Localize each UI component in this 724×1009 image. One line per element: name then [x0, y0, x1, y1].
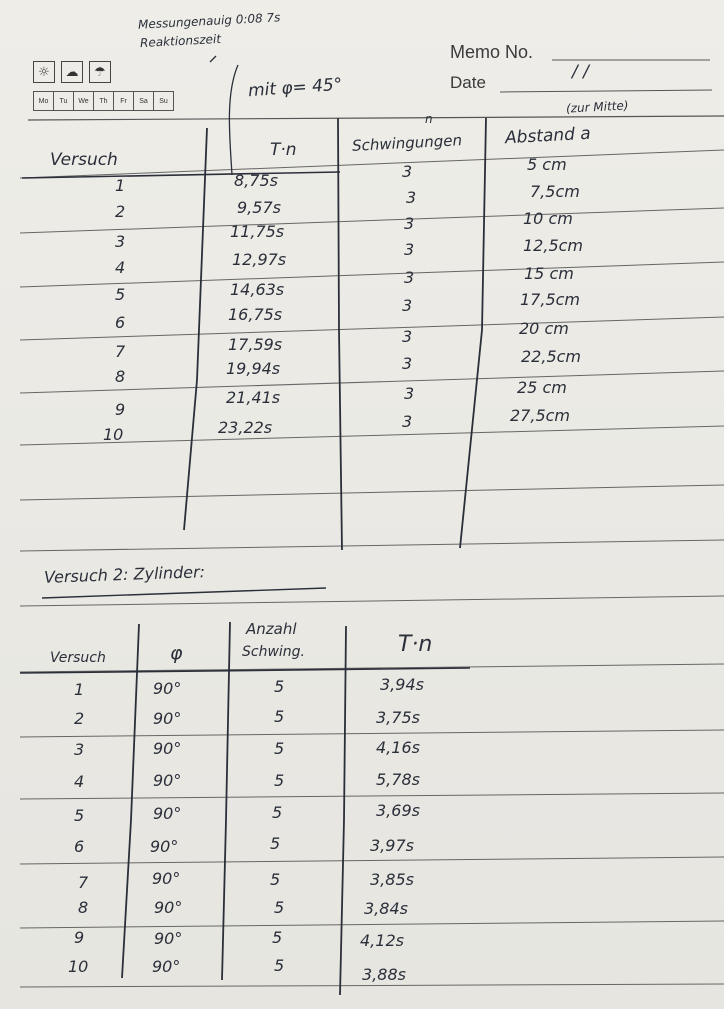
memo-label: Memo No. — [450, 42, 534, 62]
table-row-time: 8,75s — [234, 171, 278, 190]
date-label: Date — [450, 73, 486, 92]
weekday: Fr — [114, 92, 134, 110]
table-row-time: 4,12s — [360, 931, 404, 950]
table-row-distance: 22,5cm — [521, 347, 582, 366]
table1-header-distance: Abstand a — [504, 123, 592, 149]
weekday: Mo — [34, 92, 54, 110]
table-row-time: 3,88s — [362, 965, 406, 984]
table-row-angle: 90° — [153, 771, 182, 790]
section2-title: Versuch 2: Zylinder: — [43, 562, 206, 587]
table-row-count: 3 — [404, 268, 415, 287]
table-row-distance: 7,5cm — [530, 182, 580, 201]
table1-header-trial: Versuch — [50, 150, 118, 170]
table-row-count: 5 — [274, 898, 285, 917]
table-row-time: 11,75s — [230, 222, 285, 241]
table-row-trial: 8 — [115, 367, 126, 386]
table2-header-trial: Versuch — [50, 650, 106, 666]
weather-icons — [33, 61, 111, 83]
weekday: Su — [159, 97, 168, 105]
table-row-count: 5 — [270, 870, 281, 889]
table-row-trial: 3 — [115, 232, 126, 251]
weekday: Sa — [134, 92, 154, 110]
table1-header-n: n — [425, 112, 433, 126]
table2-header-count: Schwing. — [242, 644, 306, 660]
table-row-distance: 17,5cm — [520, 290, 581, 309]
table-row-count: 3 — [404, 240, 415, 259]
table-row-time: 5,78s — [376, 770, 420, 789]
table-row-count: 3 — [404, 214, 415, 233]
table-row-trial: 10 — [103, 425, 124, 444]
table-row-trial: 9 — [74, 928, 85, 947]
table-row-time: 16,75s — [228, 305, 283, 324]
table-row-time: 3,75s — [376, 708, 420, 727]
table-row-time: 21,41s — [226, 388, 281, 407]
table-row-angle: 90° — [152, 869, 181, 888]
table-row-angle: 90° — [153, 679, 182, 698]
table-row-trial: 7 — [78, 873, 89, 892]
table-row-trial: 2 — [74, 709, 85, 728]
table-row-angle: 90° — [154, 898, 183, 917]
table-row-count: 3 — [406, 188, 417, 207]
table-row-distance: 12,5cm — [523, 236, 584, 255]
note-line-1: Messungenauig 0:08 7s — [137, 10, 281, 32]
table-row-trial: 4 — [115, 258, 126, 277]
table-row-trial: 2 — [115, 202, 126, 221]
table-row-count: 5 — [274, 707, 285, 726]
table-row-count: 5 — [274, 739, 285, 758]
date-slashes: / / — [572, 62, 589, 82]
table-row-count: 5 — [270, 834, 281, 853]
table-row-count: 5 — [272, 928, 283, 947]
table-row-time: 3,69s — [376, 801, 420, 820]
table-row-time: 4,16s — [376, 738, 420, 757]
table2-header-angle: φ — [170, 642, 183, 664]
table-row-trial: 7 — [115, 342, 126, 361]
table-row-trial: 4 — [74, 772, 85, 791]
table-row-count: 3 — [402, 327, 413, 346]
table-row-distance: 27,5cm — [510, 406, 571, 425]
table-row-count: 3 — [402, 412, 413, 431]
table-row-angle: 90° — [154, 929, 183, 948]
table-row-count: 3 — [402, 354, 413, 373]
table-row-time: 3,84s — [364, 899, 408, 918]
table-row-trial: 10 — [68, 957, 89, 976]
table-row-count: 3 — [402, 296, 413, 315]
table-row-angle: 90° — [153, 739, 182, 758]
table1-header-count: Schwingungen — [351, 131, 463, 155]
rain-icon: ☂ — [89, 61, 111, 83]
table-row-trial: 3 — [74, 740, 85, 759]
table-row-trial: 5 — [74, 806, 85, 825]
table-row-angle: 90° — [150, 837, 179, 856]
condition-note: mit φ= 45° — [247, 74, 343, 102]
table-row-time: 3,85s — [370, 870, 414, 889]
table-row-count: 3 — [404, 384, 415, 403]
table1-header-distance-note: (zur Mitte) — [565, 98, 629, 116]
table-row-count: 5 — [274, 771, 285, 790]
table-row-count: 5 — [274, 956, 285, 975]
table-row-count: 5 — [274, 677, 285, 696]
table-row-time: 19,94s — [226, 359, 281, 378]
table-row-angle: 90° — [153, 804, 182, 823]
table-row-angle: 90° — [152, 957, 181, 976]
table-row-trial: 5 — [115, 285, 126, 304]
table-row-trial: 8 — [78, 898, 89, 917]
weekday: We — [74, 92, 94, 110]
table-row-distance: 10 cm — [523, 209, 573, 228]
table-row-trial: 1 — [115, 176, 126, 195]
table1-header-time: T·n — [270, 140, 297, 160]
table-row-distance: 5 cm — [527, 155, 567, 174]
weekday: Tu — [54, 92, 74, 110]
table-row-trial: 6 — [115, 313, 126, 332]
table-row-time: 14,63s — [230, 280, 285, 299]
table-row-trial: 6 — [74, 837, 85, 856]
table-row-time: 3,97s — [370, 836, 414, 855]
table-row-time: 3,94s — [380, 675, 424, 694]
weekday-strip — [33, 91, 174, 111]
table2-header-count-top: Anzahl — [246, 620, 297, 638]
table-row-distance: 15 cm — [524, 264, 574, 283]
note-line-2: Reaktionszeit — [139, 31, 222, 51]
table-row-trial: 9 — [115, 400, 126, 419]
table-row-distance: 25 cm — [517, 378, 567, 397]
weekday: Th — [94, 92, 114, 110]
cloud-icon: ☁ — [61, 61, 83, 83]
sun-icon: ☼ — [33, 61, 55, 83]
table-row-distance: 20 cm — [519, 319, 569, 338]
table-row-time: 17,59s — [228, 335, 283, 354]
table-row-time: 9,57s — [237, 198, 281, 217]
table-row-trial: 1 — [74, 680, 85, 699]
table2-header-time: T·n — [398, 632, 433, 657]
table-row-time: 23,22s — [218, 418, 273, 437]
table-row-count: 5 — [272, 803, 283, 822]
table-row-angle: 90° — [153, 709, 182, 728]
table-row-count: 3 — [402, 162, 413, 181]
table-row-time: 12,97s — [232, 250, 287, 269]
